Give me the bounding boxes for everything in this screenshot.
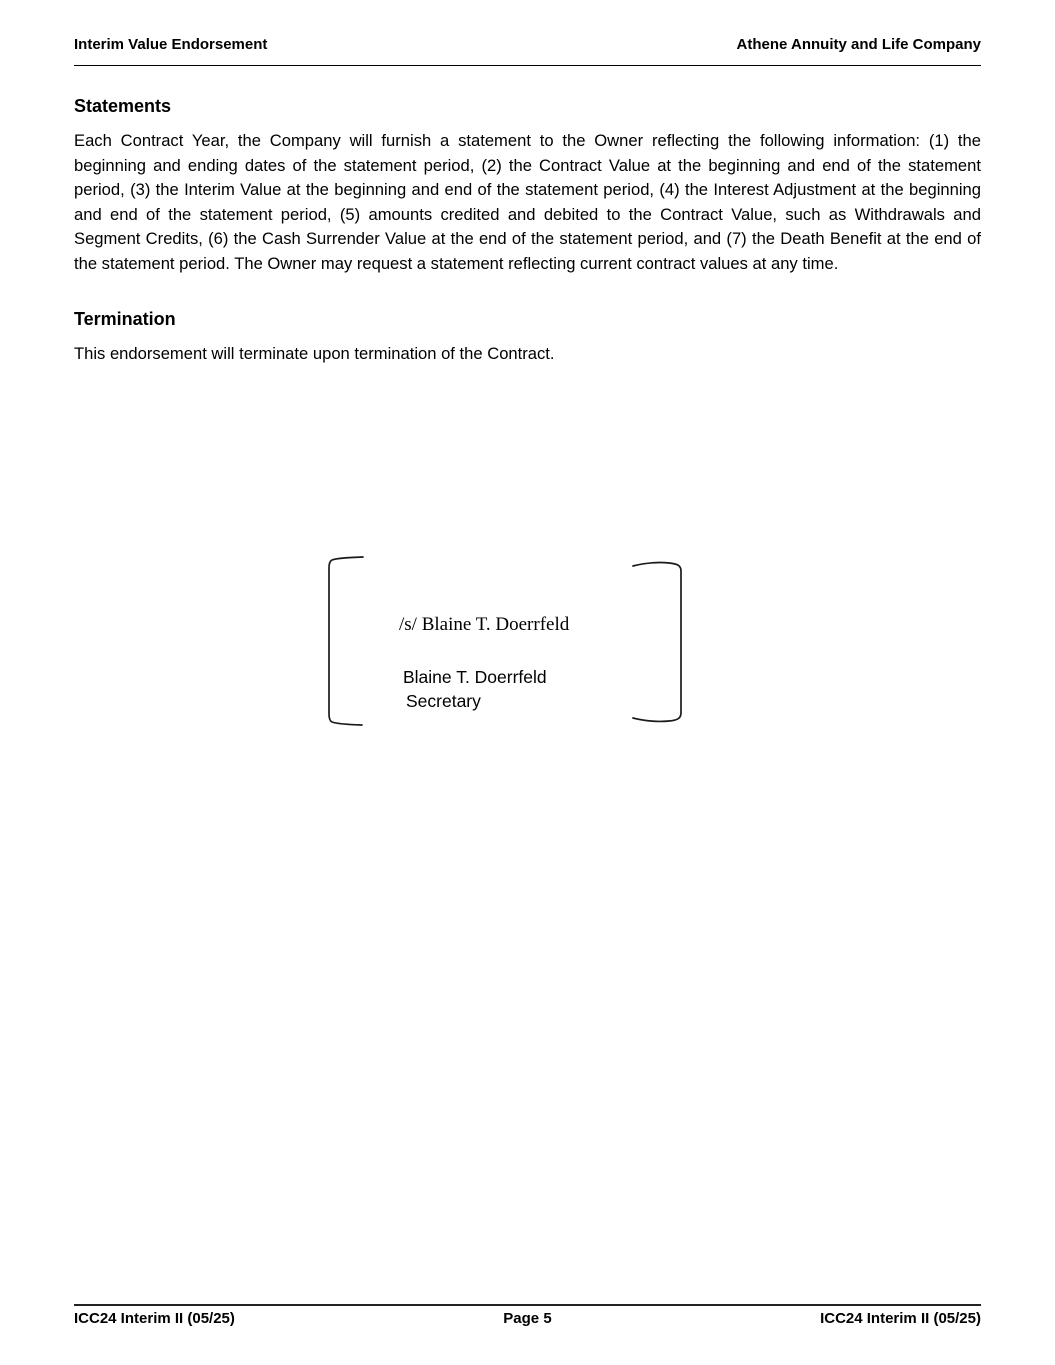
footer-form-number-left: ICC24 Interim II (05/25)	[74, 1310, 235, 1327]
section-heading-statements: Statements	[74, 96, 172, 116]
header-rule	[74, 65, 981, 66]
header-document-title: Interim Value Endorsement	[74, 36, 268, 53]
footer-rule	[74, 1304, 981, 1306]
signature-brackets	[328, 554, 684, 728]
signature-block	[328, 554, 684, 728]
page-footer	[74, 1310, 981, 1327]
right-bracket-shape	[633, 563, 681, 722]
footer-page-number: Page 5	[503, 1310, 552, 1327]
footer-form-number-right: ICC24 Interim II (05/25)	[820, 1310, 981, 1327]
section-heading-termination: Termination	[74, 309, 176, 329]
signatory-title: Secretary	[406, 691, 481, 711]
signatory-name: Blaine T. Doerrfeld	[403, 667, 547, 687]
statements-paragraph: Each Contract Year, the Company will furnish a statement to the Owner reflecting the following information: (1) the beginning and ending dates of the statement period, (2) the Contract Value at the beginning and end of the statement period, (3) the Interim Value at the beginning and end of the statement period, (4) the Interest Adjustment at the beginning and end of the statement period, (5) amounts credited and debited to the Contract Value, such as Withdrawals and Segment Credits, (6) the Cash Surrender Value at the end of the statement period, and (7) the Death Benefit at the end of the statement period. The Owner may request a statement reflecting current contract values at any time.	[74, 131, 981, 273]
termination-paragraph: This endorsement will terminate upon termination of the Contract.	[74, 344, 555, 363]
header-company-name: Athene Annuity and Life Company	[736, 36, 981, 53]
page-header	[74, 36, 981, 53]
left-bracket-shape	[329, 557, 363, 725]
signature-s-line: /s/ Blaine T. Doerrfeld	[399, 614, 570, 635]
